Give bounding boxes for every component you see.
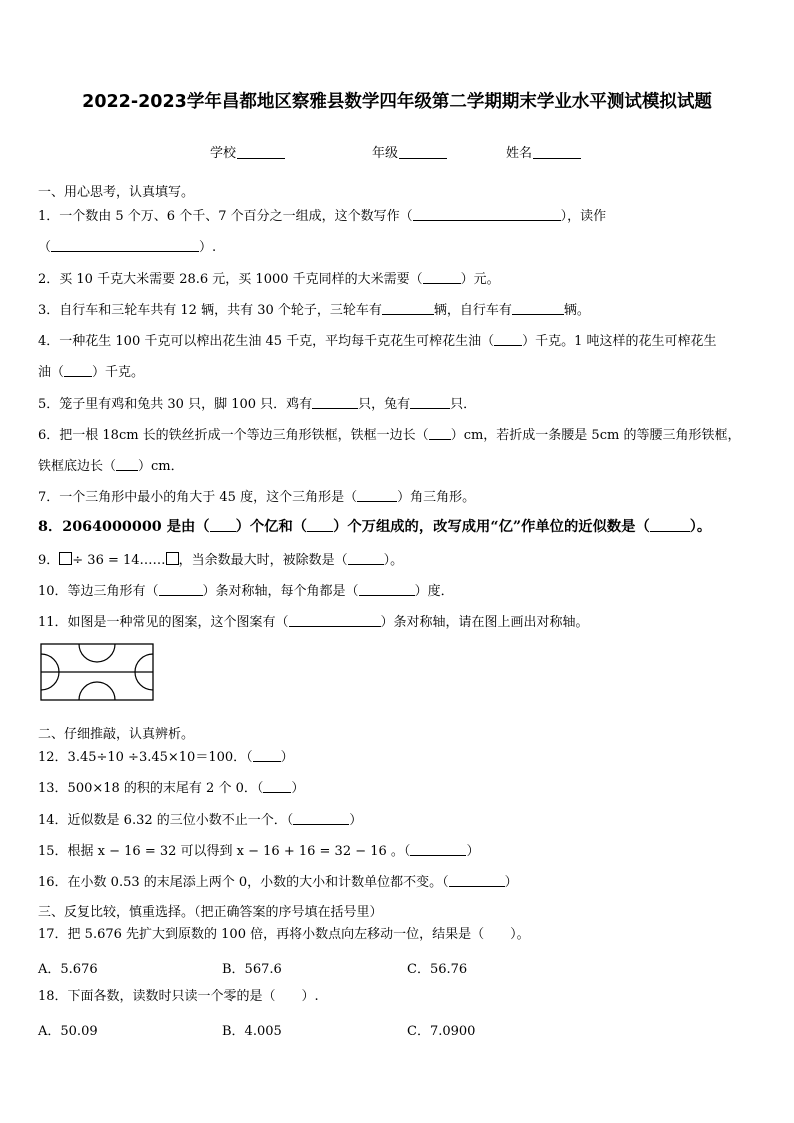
question-13: 13．500×18 的积的末尾有 2 个 0．（ ） [38, 781, 305, 796]
answer-blank [449, 874, 505, 887]
name-field [506, 142, 581, 161]
answer-blank [312, 396, 358, 409]
school-field [210, 142, 285, 161]
q18-option-c: C．7.0900 [407, 1024, 476, 1039]
answer-blank [423, 271, 461, 284]
answer-blank [210, 519, 236, 532]
grade-label: 年级 [372, 146, 399, 161]
answer-blank [253, 749, 281, 762]
question-5: 5．笼子里有鸡和兔共 30 只，脚 100 只．鸡有 只，兔有 只． [38, 397, 477, 412]
q18-option-a: A．50.09 [38, 1024, 98, 1039]
symmetry-pattern-figure [40, 643, 154, 705]
answer-blank [359, 583, 415, 596]
q18-option-b: B．4.005 [222, 1024, 282, 1039]
question-12: 12．3.45÷10 ÷3.45×10＝100．（ ） [38, 750, 294, 765]
school-label: 学校 [210, 146, 237, 161]
answer-blank [263, 780, 291, 793]
question-6-cont: 铁框底边长（ ）cm． [38, 459, 184, 474]
question-4-cont: 油（ ）千克。 [38, 365, 145, 380]
answer-blank [116, 458, 138, 471]
question-15: 15．根据 x − 16 = 32 可以得到 x − 16 + 16 = 32 − 16 。（ ） [38, 844, 480, 859]
question-11: 11．如图是一种常见的图案，这个图案有（ ）条对称轴，请在图上画出对称轴。 [38, 615, 589, 630]
answer-blank [512, 302, 564, 315]
answer-blank [357, 489, 397, 502]
section-3-heading: 三、反复比较，慎重选择。（把正确答案的序号填在括号里） [38, 905, 383, 920]
q17-option-a: A．5.676 [38, 962, 98, 977]
answer-blank [64, 364, 92, 377]
answer-blank [289, 614, 381, 627]
q17-option-b: B．567.6 [222, 962, 282, 977]
answer-blank [293, 812, 349, 825]
question-16: 16．在小数 0.53 的末尾添上两个 0，小数的大小和计数单位都不变。（ ） [38, 875, 518, 890]
question-1-cont: （ ）. [38, 240, 217, 255]
dividend-box [59, 552, 72, 565]
answer-blank [413, 208, 561, 221]
q17-option-c: C．56.76 [407, 962, 468, 977]
question-3: 3．自行车和三轮车共有 12 辆，共有 30 个轮子，三轮车有 辆，自行车有 辆。 [38, 303, 590, 318]
exam-title: 2022-2023学年昌都地区察雅县数学四年级第二学期期末学业水平测试模拟试题 [82, 92, 712, 112]
answer-blank [410, 396, 450, 409]
answer-blank [410, 843, 466, 856]
section-1-heading: 一、用心思考，认真填写。 [38, 185, 195, 200]
name-label: 姓名 [506, 146, 533, 161]
section-2-heading: 二、仔细推敲，认真辨析。 [38, 727, 195, 742]
answer-blank [348, 552, 384, 565]
school-blank [237, 145, 285, 159]
grade-blank [399, 145, 447, 159]
answer-blank [159, 583, 203, 596]
answer-blank [307, 519, 333, 532]
answer-blank [650, 519, 690, 532]
question-6: 6．把一根 18cm 长的铁丝折成一个等边三角形铁框，铁框一边长（ ）cm，若折成一条腰是 5cm 的等腰三角形铁框， [38, 428, 741, 443]
pattern-drawing [40, 643, 154, 701]
question-18: 18．下面各数，读数时只读一个零的是（ ）. [38, 989, 319, 1004]
question-1: 1．一个数由 5 个万、6 个千、7 个百分之一组成，这个数写作（ ），读作 [38, 209, 607, 224]
question-9: 9． ÷ 36 = 14…… ，当余数最大时，被除数是（ ）。 [38, 553, 404, 568]
answer-blank [51, 239, 199, 252]
question-4: 4．一种花生 100 千克可以榨出花生油 45 千克，平均每千克花生可榨花生油（ ）千克。1 吨这样的花生可榨花生 [38, 334, 717, 349]
answer-blank [494, 333, 522, 346]
question-7: 7．一个三角形中最小的角大于 45 度，这个三角形是（ ）角三角形。 [38, 490, 476, 505]
question-10: 10．等边三角形有（ ）条对称轴，每个角都是（ ）度． [38, 584, 454, 599]
name-blank [533, 145, 581, 159]
question-2: 2．买 10 千克大米需要 28.6 元，买 1000 千克同样的大米需要（ ）元。 [38, 272, 500, 287]
question-14: 14．近似数是 6.32 的三位小数不止一个．（ ） [38, 813, 363, 828]
question-17: 17．把 5.676 先扩大到原数的 100 倍，再将小数点向左移动一位，结果是（ ）。 [38, 927, 530, 942]
question-8: 8．2064000000 是由（ ）个亿和（ ）个万组成的，改写成用“亿”作单位的近似数是（ ）。 [38, 519, 712, 535]
remainder-box [166, 552, 179, 565]
grade-field [372, 142, 447, 161]
answer-blank [429, 427, 451, 440]
answer-blank [382, 302, 434, 315]
